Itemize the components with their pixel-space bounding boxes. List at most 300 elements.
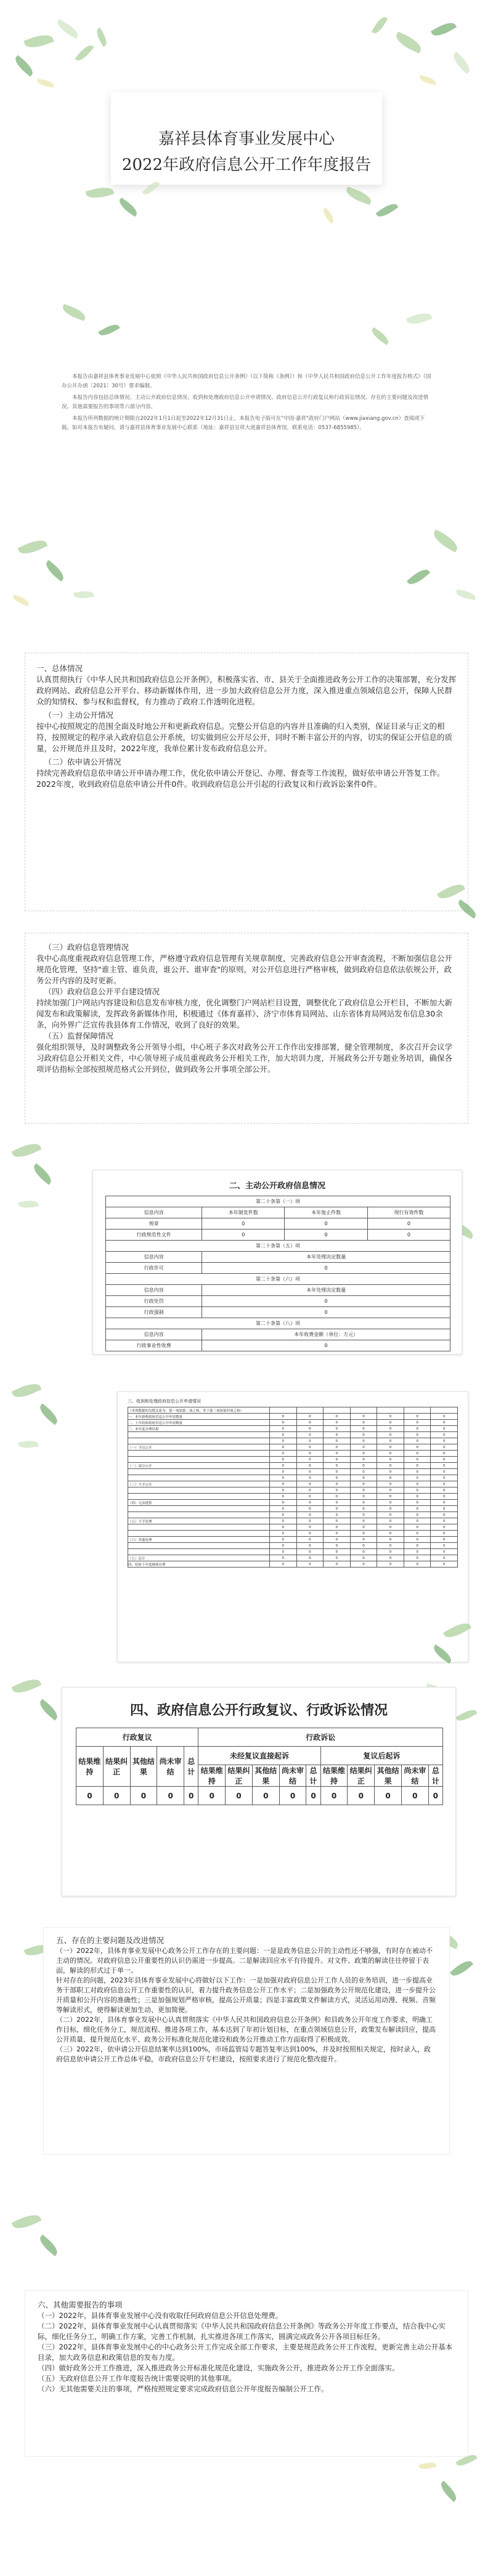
table-row <box>128 1444 458 1451</box>
leaf-decoration <box>98 321 120 338</box>
table-cell: 0 <box>296 1561 324 1568</box>
list-item: （六）无其他需要关注的事项，严格按照规定要求完成政府信息公开年度报告编制公开工作。 <box>38 2385 328 2393</box>
table-cell: 0 <box>324 1451 351 1457</box>
table-cell: 0 <box>296 1555 324 1561</box>
table-cell: 0 <box>404 1432 431 1438</box>
table-cell: 0 <box>404 1543 431 1549</box>
table-cell: 0 <box>377 1463 404 1469</box>
section-heading: 六、其他需要报告的事项 <box>38 2300 123 2309</box>
list-item: （二）2022年，县体育事业发展中心认真贯彻落实《中华人民共和国政府信息公开条例》等政务公开年度工作要点，结合我中心实际，细化任务分工，明确工作方案，完善工作机制，扎实推进各项工作落实，圆满完成政务公开各项目标任务。 <box>38 2322 446 2341</box>
table-cell: 0 <box>296 1481 324 1487</box>
table-cell: 0 <box>296 1426 324 1432</box>
table-cell: 0 <box>377 1555 404 1561</box>
table-header: 本年制发件数 <box>202 1207 285 1218</box>
intro-paragraph: 本报告由嘉祥县体育事业发展中心依照《中华人民共和国政府信息公开条例》（以下简称《条例》）和《中华人民共和国政府信息公开工作年度报告格式》（国办公开办函〔2021〕30号）要求编制。 <box>62 374 431 389</box>
table-cell: 0 <box>270 1457 297 1463</box>
leaf-decoration <box>55 19 81 39</box>
table-cell: 0 <box>350 1414 377 1420</box>
table-cell: 0 <box>320 1787 348 1805</box>
table-cell: 0 <box>324 1457 351 1463</box>
table-row-label: （本列数据的勾稽关系为：第一项加第二项之和，等于第三项加第四项之和） <box>128 1407 270 1414</box>
body-paragraph: （一）2022年，县体育事业发展中心政务公开工作存在的主要问题：一是是政务信息公开的主动性还不够强，有时存在被动不主动的情况。对政府信息公开重要性的认识仍需进一步提高。二是解读回应水平有待提升。对文件、政策的解读往往停留于表面，解读的形式过于单一。 <box>56 1947 433 1974</box>
table-cell: 0 <box>350 1438 377 1444</box>
table-row-label: 行政规范性文件 <box>106 1230 202 1241</box>
table-cell <box>128 1475 270 1481</box>
table-cell: 0 <box>377 1500 404 1506</box>
table-cell: 0 <box>296 1543 324 1549</box>
leaf-decoration <box>94 28 110 47</box>
table-cell <box>128 1457 270 1463</box>
leaf-decoration <box>61 304 88 321</box>
review-lawsuit-table <box>76 1728 443 1805</box>
table-cell: 0 <box>431 1457 458 1463</box>
leaf-decoration <box>18 1199 39 1209</box>
table-row <box>128 1481 458 1487</box>
table-cell: 0 <box>404 1414 431 1420</box>
body-paragraph: 针对存在的问题，2023年县体育事业发展中心将做好以下工作：一是加强对政府信息公开工作人员的业务培训，进一步提高业务干部职工对政府信息公开工作重要性的认识，着力提升政务信息公开工作水平；二是加强政务公开规范化建设，进一步提升公开质量和公开内容的准确性；三是加强规划严格审核，提高公开质量；四是丰富政策文件解读方式，灵活运用动漫、视频、音频等解读形式，使得解读更加生动、更加简便。 <box>56 1976 436 2014</box>
table-cell: 0 <box>404 1481 431 1487</box>
table-cell <box>296 1407 324 1414</box>
table-cell: 0 <box>404 1451 431 1457</box>
body-paragraph: 我中心高度重视政府信息管理工作，严格遵守政府信息管理有关规章制度，完善政府信息公开审查流程，不断加强信息公开规范化管理，坚持"谁主管、谁负责，谁公开、谁审查"的原则，对公开信息进行严格审核，做到政府信息依法依规公开，政务公开内容的及时更新。 <box>36 954 453 985</box>
table-row <box>128 1549 458 1555</box>
sub-heading: （五）监督保障情况 <box>44 1031 114 1040</box>
table-cell: 0 <box>404 1420 431 1426</box>
table-cell <box>128 1524 270 1531</box>
section-heading: 一、总体情况 <box>36 664 83 673</box>
table-cell: 0 <box>270 1500 297 1506</box>
table-cell: 0 <box>270 1549 297 1555</box>
list-item: （一）2022年，县体育事业发展中心没有收取任何政府信息公开信息处理费。 <box>38 2311 283 2320</box>
table-cell <box>128 1543 270 1549</box>
table-cell: 0 <box>377 1494 404 1500</box>
table-row <box>128 1518 458 1524</box>
sub-heading: （二）依申请公开情况 <box>44 757 121 767</box>
table-cell: 0 <box>324 1561 351 1568</box>
table-cell: 0 <box>404 1463 431 1469</box>
table-cell: 0 <box>350 1531 377 1537</box>
leaf-decoration <box>450 52 473 74</box>
table-row <box>128 1500 458 1506</box>
table-cell: 0 <box>350 1500 377 1506</box>
table-header: 行政复议 <box>76 1728 198 1747</box>
intro-paragraph: 本报告所列数据的统计期限自2022年1月1日起至2022年12月31日止。本报告电子版可在"中国·嘉祥"政府门户网站（www.jiaxiang.gov.cn）查阅或下载。如对本报告有疑问，请与嘉祥县体育事业发展中心联系（地址：嘉祥县呈祥大道嘉祥县体育馆，联系电话：0537-6855985）。 <box>62 416 425 431</box>
table-cell: 0 <box>202 1296 450 1307</box>
table-cell: 0 <box>296 1537 324 1543</box>
leaf-decoration <box>37 1403 60 1425</box>
table-cell: 0 <box>401 1787 428 1805</box>
table-cell: 0 <box>431 1494 458 1500</box>
table-cell: 0 <box>324 1494 351 1500</box>
table-cell: 0 <box>270 1475 297 1481</box>
table-cell: 0 <box>324 1420 351 1426</box>
table-row-label: （六）其他处理 <box>128 1537 270 1543</box>
table-cell: 0 <box>270 1524 297 1531</box>
table-cell: 0 <box>377 1518 404 1524</box>
table-header: 结果维持 <box>320 1765 348 1787</box>
table-cell: 0 <box>375 1787 402 1805</box>
table-group-header: 第二十条第（五）项 <box>106 1241 450 1252</box>
table-cell: 0 <box>431 1506 458 1512</box>
intro-paragraph: 本报告内容包括总体情况、主动公开政府信息情况、收到和处理政府信息公开申请情况、政府信息公开行政复议和行政诉讼情况、存在的主要问题及改进情况、其他需要报告的事项等六部分内容。 <box>62 395 429 410</box>
table-cell: 0 <box>350 1451 377 1457</box>
table-cell: 0 <box>377 1475 404 1481</box>
table-cell: 0 <box>431 1500 458 1506</box>
table-header: 现行有效件数 <box>367 1207 450 1218</box>
table-cell: 0 <box>324 1531 351 1537</box>
table-cell: 0 <box>377 1487 404 1494</box>
table-cell: 0 <box>404 1494 431 1500</box>
table-row <box>128 1524 458 1531</box>
table-cell: 0 <box>404 1537 431 1543</box>
table-cell <box>324 1407 351 1414</box>
table-cell: 0 <box>279 1787 306 1805</box>
leaf-decoration <box>455 1707 477 1723</box>
table-cell: 0 <box>252 1787 279 1805</box>
table-header: 本年收费金额（单位：万元） <box>202 1329 450 1340</box>
leaf-decoration <box>12 1675 42 1697</box>
table-cell: 0 <box>350 1475 377 1481</box>
leaf-decoration <box>418 2461 437 2471</box>
table-cell: 0 <box>431 1475 458 1481</box>
table-cell: 0 <box>431 1518 458 1524</box>
section-heading: 二、主动公开政府信息情况 <box>229 1181 325 1191</box>
body-paragraph: （二）2022年，县体育事业发展中心认真贯彻落实《中华人民共和国政府信息公开条例》和县政务公开年度工作要求，明确工作目标，细化任务分工，规范流程、推进各项工作，基本达到了年初计划目标，在重点领域信息公开，政策发布解读回应，提高公开质量、提升规范化水平、政务公开标准化规范化建设和政务公开推动工作方面取得了积极成效。 <box>56 2016 436 2043</box>
table-row-label: 二、上年结转政府信息公开申请数量 <box>128 1420 270 1426</box>
table-cell: 0 <box>350 1432 377 1438</box>
table-cell: 0 <box>296 1432 324 1438</box>
table-group-header: 第二十条第（六）项 <box>106 1274 450 1285</box>
leaf-decoration <box>36 79 54 88</box>
table-cell <box>377 1407 404 1414</box>
section-heading: 四、政府信息公开行政复议、行政诉讼情况 <box>129 1703 388 1718</box>
table-row <box>128 1407 458 1414</box>
table-cell: 0 <box>296 1475 324 1481</box>
table-cell: 0 <box>377 1561 404 1568</box>
table-cell: 0 <box>306 1787 320 1805</box>
table-cell: 0 <box>377 1438 404 1444</box>
table-cell <box>350 1407 377 1414</box>
body-paragraph: 认真贯彻执行《中华人民共和国政府信息公开条例》，积极落实省、市、县关于全面推进政务公开工作的决策部署，充分发挥政府网站、政府信息公开平台、移动新媒体作用，进一步加大政府信息公开力度，深入推进重点领域信息公开，保障人民群众的知情权、参与权和监督权，有力推动了政府工作透明化进程。 <box>36 675 457 706</box>
leaf-decoration <box>23 31 54 52</box>
table-row <box>128 1537 458 1543</box>
table-cell: 0 <box>324 1549 351 1555</box>
table-header: 结果维持 <box>198 1765 226 1787</box>
table-cell: 0 <box>157 1787 184 1805</box>
table-header: 其他结果 <box>130 1747 157 1787</box>
table-header: 结果纠正 <box>103 1747 130 1787</box>
table-header: 结果维持 <box>76 1747 104 1787</box>
table-cell: 0 <box>270 1561 297 1568</box>
table-cell: 0 <box>202 1263 450 1274</box>
table-cell: 0 <box>350 1555 377 1561</box>
leaf-decoration <box>73 589 94 600</box>
table-header: 其他结果 <box>252 1765 279 1787</box>
table-cell: 0 <box>184 1787 198 1805</box>
leaf-decoration <box>418 75 437 86</box>
table-cell: 0 <box>377 1549 404 1555</box>
leaf-decoration <box>12 55 36 76</box>
list-item: （三）2022年，县体育事业发展中心的中心政务公开工作完成全部工作要求，主要是规范政务公开工作流程，更新完善主动公开基本目录，加大政务信息和政策信息的发布力度。 <box>38 2343 453 2362</box>
body-paragraph: 按中心按照规定的范围全面及时地公开和更新政府信息。完整公开信息的内容并且准确的归入类别，保证目录与正文的相符，按照规定的程序录入政府信息公开系统，切实做到应公开尽公开，同时不断丰富公开的内容，切实的保证公开信息的质量，公开规范并且及时，2022年度，我单位累计发布政府信息公开。 <box>36 722 453 753</box>
table-cell <box>128 1469 270 1475</box>
table-header: 尚未审结 <box>279 1765 306 1787</box>
table-row-label: 行政处罚 <box>106 1296 202 1307</box>
table-cell: 0 <box>431 1543 458 1549</box>
leaf-decoration <box>438 2481 460 2502</box>
table-row <box>128 1531 458 1537</box>
table-cell: 0 <box>324 1475 351 1481</box>
table-cell: 0 <box>324 1512 351 1518</box>
table-cell: 0 <box>431 1537 458 1543</box>
leaf-decoration <box>12 595 30 606</box>
table-row-label: 规章 <box>106 1218 202 1230</box>
section5-card <box>43 1927 450 2155</box>
table-cell: 0 <box>431 1414 458 1420</box>
table-row <box>128 1438 458 1444</box>
table-cell: 0 <box>404 1531 431 1537</box>
table-cell: 0 <box>350 1549 377 1555</box>
table-cell: 0 <box>350 1487 377 1494</box>
table-cell: 0 <box>431 1432 458 1438</box>
leaf-decoration <box>450 1957 473 1979</box>
table-cell <box>128 1432 270 1438</box>
table-cell: 0 <box>285 1230 367 1241</box>
table-cell: 0 <box>377 1414 404 1420</box>
table-cell: 0 <box>324 1481 351 1487</box>
table-header: 总计 <box>184 1747 198 1787</box>
table-cell: 0 <box>296 1469 324 1475</box>
leaf-decoration <box>37 1699 60 1720</box>
table-cell: 0 <box>377 1531 404 1537</box>
table-cell: 0 <box>404 1512 431 1518</box>
table-cell: 0 <box>350 1561 377 1568</box>
table-cell <box>128 1506 270 1512</box>
table-cell: 0 <box>270 1438 297 1444</box>
table-cell: 0 <box>431 1549 458 1555</box>
leaf-band <box>0 271 493 369</box>
table-row-label: 行政许可 <box>106 1263 202 1274</box>
section-heading: 五、存在的主要问题及改进情况 <box>56 1936 165 1945</box>
table-cell: 0 <box>296 1549 324 1555</box>
page-title: 嘉祥县体育事业发展中心 <box>158 130 335 148</box>
table-cell: 0 <box>198 1787 226 1805</box>
leaf-decoration <box>31 1163 54 1185</box>
leaf-decoration <box>12 1380 42 1401</box>
header-section <box>0 0 493 240</box>
table-row-label: （五）不予处理 <box>128 1518 270 1524</box>
table-cell: 0 <box>377 1512 404 1518</box>
table-row-label: 三、本年度办理结果 <box>128 1426 270 1432</box>
table-cell: 0 <box>270 1426 297 1432</box>
table-row-label: （四）无法提供 <box>128 1500 270 1506</box>
leaf-decoration <box>12 1140 42 1161</box>
table-cell: 0 <box>431 1555 458 1561</box>
table-cell: 0 <box>296 1531 324 1537</box>
table-row <box>128 1432 458 1438</box>
leaf-decoration <box>370 327 391 345</box>
table-cell: 0 <box>350 1524 377 1531</box>
table-cell: 0 <box>404 1469 431 1475</box>
leaf-decoration <box>407 566 430 587</box>
leaf-decoration <box>75 42 94 63</box>
table-row-label: 一、本年新收政府信息公开申请数量 <box>128 1414 270 1420</box>
table-cell: 0 <box>296 1506 324 1512</box>
table-group-header: 第二十条第（一）项 <box>106 1196 450 1207</box>
table-cell <box>128 1512 270 1518</box>
table-cell <box>128 1438 270 1444</box>
section6-card <box>25 2290 468 2457</box>
section2-card <box>92 1170 462 1354</box>
table-cell: 0 <box>270 1432 297 1438</box>
table-cell: 0 <box>377 1457 404 1463</box>
table-header: 尚未审结 <box>401 1765 428 1787</box>
table-row-label: 四、结转下年度继续办理 <box>128 1561 270 1568</box>
table-cell: 0 <box>377 1506 404 1512</box>
table-cell: 0 <box>350 1444 377 1451</box>
table-cell <box>404 1407 431 1414</box>
table-header: 本年处理决定数量 <box>202 1252 450 1263</box>
list-item: （五）无政府信息公开工作年度报告统计需要说明的其他事项。 <box>38 2374 236 2383</box>
table-cell: 0 <box>324 1432 351 1438</box>
table-row <box>128 1494 458 1500</box>
table-cell: 0 <box>431 1451 458 1457</box>
table-cell: 0 <box>404 1524 431 1531</box>
table-cell: 0 <box>431 1561 458 1568</box>
table-row <box>128 1420 458 1426</box>
table-row <box>128 1543 458 1549</box>
table-cell <box>128 1487 270 1494</box>
table-cell: 0 <box>324 1487 351 1494</box>
table-cell: 0 <box>431 1487 458 1494</box>
table-cell: 0 <box>296 1463 324 1469</box>
page-subtitle: 2022年政府信息公开工作年度报告 <box>121 156 372 174</box>
table-cell: 0 <box>270 1463 297 1469</box>
table-cell: 0 <box>428 1787 442 1805</box>
table-cell: 0 <box>324 1469 351 1475</box>
table-cell: 0 <box>270 1420 297 1426</box>
leaf-decoration <box>372 15 388 36</box>
table-cell: 0 <box>270 1494 297 1500</box>
table-cell: 0 <box>270 1414 297 1420</box>
section3-card <box>117 1391 468 1662</box>
table-cell <box>431 1407 458 1414</box>
table-header: 未经复议直接起诉 <box>198 1747 320 1765</box>
table-cell: 0 <box>270 1451 297 1457</box>
table-cell: 0 <box>431 1512 458 1518</box>
leaf-decoration <box>321 207 336 223</box>
table-cell: 0 <box>270 1518 297 1524</box>
sub-heading: （一）主动公开情况 <box>44 710 114 720</box>
table-cell: 0 <box>431 1438 458 1444</box>
leaf-decoration <box>455 589 476 600</box>
table-cell: 0 <box>350 1481 377 1487</box>
table-header: 本年处理决定数量 <box>202 1285 450 1296</box>
table-cell: 0 <box>296 1524 324 1531</box>
table-cell: 0 <box>350 1543 377 1549</box>
table-cell: 0 <box>76 1787 104 1805</box>
table-cell: 0 <box>296 1487 324 1494</box>
table-cell: 0 <box>324 1500 351 1506</box>
section4-card <box>62 1687 456 1896</box>
table-cell: 0 <box>202 1218 285 1230</box>
table-cell: 0 <box>377 1543 404 1549</box>
table-cell <box>270 1407 297 1414</box>
table-cell: 0 <box>377 1537 404 1543</box>
table-cell: 0 <box>350 1506 377 1512</box>
table-cell: 0 <box>324 1463 351 1469</box>
section-heading: 三、收到和处理政府信息公开申请情况 <box>128 1399 201 1404</box>
table-cell: 0 <box>404 1438 431 1444</box>
leaf-decoration <box>86 185 115 201</box>
table-cell: 0 <box>324 1537 351 1543</box>
table-cell: 0 <box>404 1518 431 1524</box>
table-header: 信息内容 <box>106 1329 202 1340</box>
table-cell: 0 <box>270 1537 297 1543</box>
table-cell: 0 <box>404 1506 431 1512</box>
table-row <box>128 1555 458 1561</box>
table-header: 总计 <box>306 1765 320 1787</box>
table-cell: 0 <box>202 1307 450 1318</box>
table-cell: 0 <box>324 1555 351 1561</box>
table-row <box>128 1426 458 1432</box>
table-row-label: （七）总计 <box>128 1555 270 1561</box>
table-cell: 0 <box>377 1420 404 1426</box>
table-cell: 0 <box>404 1500 431 1506</box>
table-cell: 0 <box>296 1500 324 1506</box>
table-cell: 0 <box>348 1787 375 1805</box>
table-header: 结果纠正 <box>348 1765 375 1787</box>
sub-heading: （三）政府信息管理情况 <box>44 943 129 952</box>
table-cell: 0 <box>296 1518 324 1524</box>
table-header: 其他结果 <box>375 1765 402 1787</box>
table-header: 信息内容 <box>106 1285 202 1296</box>
table-cell: 0 <box>377 1481 404 1487</box>
leaf-decoration <box>431 529 460 553</box>
table-row <box>128 1451 458 1457</box>
table-cell: 0 <box>296 1444 324 1451</box>
table-cell: 0 <box>350 1463 377 1469</box>
table-cell: 0 <box>130 1787 157 1805</box>
table-cell: 0 <box>270 1481 297 1487</box>
table-cell: 0 <box>324 1518 351 1524</box>
table-cell: 0 <box>296 1512 324 1518</box>
active-disclosure-table <box>105 1196 450 1351</box>
table-cell: 0 <box>296 1494 324 1500</box>
sub-heading: （四）政府信息公开平台建设情况 <box>44 987 160 996</box>
leaf-decoration <box>393 31 423 54</box>
leaf-band <box>0 505 493 646</box>
table-cell: 0 <box>377 1432 404 1438</box>
table-cell: 0 <box>270 1487 297 1494</box>
table-row <box>128 1463 458 1469</box>
table-cell: 0 <box>431 1463 458 1469</box>
leaf-decoration <box>406 310 433 328</box>
leaf-decoration <box>37 2234 60 2256</box>
table-cell: 0 <box>350 1518 377 1524</box>
table-cell: 0 <box>431 1481 458 1487</box>
table-cell: 0 <box>367 1218 450 1230</box>
leaf-decoration <box>344 187 373 205</box>
list-item: （四）做好政务公开工作推进，深入推进政务公开标准化规范化建设，实施政务公开，推进政务公开工作全面落实。 <box>38 2364 399 2372</box>
leaf-decoration <box>376 201 399 220</box>
table-cell: 0 <box>324 1414 351 1420</box>
table-cell <box>128 1494 270 1500</box>
table-cell: 0 <box>270 1444 297 1451</box>
table-cell: 0 <box>431 1469 458 1475</box>
table-header: 总计 <box>428 1765 442 1787</box>
table-row-label: （三）不予公开 <box>128 1481 270 1487</box>
